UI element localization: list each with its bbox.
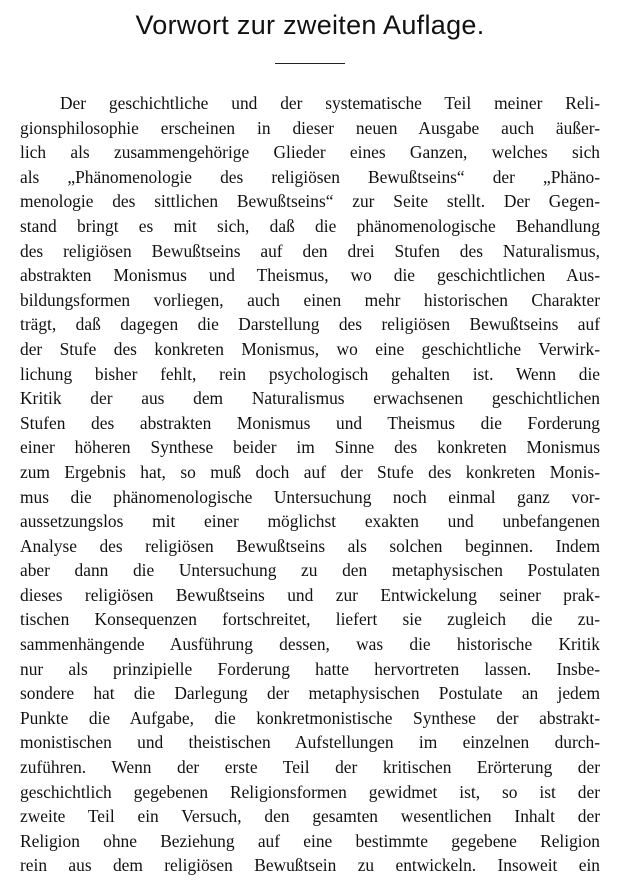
text-line: zweite Teil ein Versuch, den gesamten wesentlichen Inhalt der xyxy=(20,806,600,827)
text-line: nur als prinzipielle Forderung hatte hervortreten lassen. Insbe- xyxy=(20,658,600,679)
text-line: Analyse des religiösen Bewußtseins als solchen beginnen. Indem xyxy=(20,535,600,556)
text-line: aber dann die Untersuchung zu den metaphysischen Postulaten xyxy=(20,560,600,581)
text-line: zum Ergebnis hat, so muß doch auf der Stufe des konkreten Monis- xyxy=(20,461,600,482)
text-line: dieses religiösen Bewußtseins und zur Entwickelung seiner prak- xyxy=(20,584,600,605)
text-line: zuführen. Wenn der erste Teil der kritischen Erörterung der xyxy=(20,757,600,778)
text-line: monistischen und theistischen Aufstellungen im einzelnen durch- xyxy=(20,732,600,753)
text-line: tischen Konsequenzen fortschreitet, liefert sie zugleich die zu- xyxy=(20,609,600,630)
text-line: stand bringt es mit sich, daß die phänomenologische Behandlung xyxy=(20,215,600,236)
text-line: bildungsformen vorliegen, auch einen mehr historischen Charakter xyxy=(20,289,600,310)
text-line: aussetzungslos mit einer möglichst exakten und unbefangenen xyxy=(20,511,600,532)
text-line: Religion ohne Beziehung auf eine bestimmte gegebene Religion xyxy=(20,830,600,851)
title-divider xyxy=(275,63,345,64)
text-line: Kritik der aus dem Naturalismus erwachsenen geschichtlichen xyxy=(20,388,600,409)
text-line: gionsphilosophie erscheinen in dieser neuen Ausgabe auch äußer- xyxy=(20,117,600,138)
text-line: sammenhängende Ausführung dessen, was die historische Kritik xyxy=(20,634,600,655)
text-line: menologie des sittlichen Bewußtseins“ zur Seite stellt. Der Gegen- xyxy=(20,191,600,212)
page-title: Vorwort zur zweiten Auflage. xyxy=(135,10,485,40)
text-line: Der geschichtliche und der systematische Teil meiner Reli- xyxy=(60,93,600,113)
text-line: einer höheren Synthese beider im Sinne des konkreten Monismus xyxy=(20,437,600,458)
text-line: sondere hat die Darlegung der metaphysischen Postulate an jedem xyxy=(20,683,600,704)
text-line: lichung bisher fehlt, rein psychologisch gehalten ist. Wenn die xyxy=(20,363,600,384)
text-line: lich als zusammengehörige Glieder eines Ganzen, welches sich xyxy=(20,142,600,163)
text-line: Punkte die Aufgabe, die konkretmonistische Synthese der abstrakt- xyxy=(20,707,600,728)
text-line: rein aus dem religiösen Bewußtsein zu entwickeln. Insoweit ein xyxy=(20,855,600,876)
text-line: Stufen des abstrakten Monismus und Theismus die Forderung xyxy=(20,412,600,433)
text-line: des religiösen Bewußtseins auf den drei Stufen des Naturalismus, xyxy=(20,240,600,261)
text-line: der Stufe des konkreten Monismus, wo eine geschichtliche Verwirk- xyxy=(20,338,600,359)
text-line: mus die phänomenologische Untersuchung noch einmal ganz vor- xyxy=(20,486,600,507)
text-line: als „Phänomenologie des religiösen Bewußtseins“ der „Phäno- xyxy=(20,166,600,187)
text-line: abstrakten Monismus und Theismus, wo die geschichtlichen Aus- xyxy=(20,265,600,286)
text-line: trägt, daß dagegen die Darstellung des religiösen Bewußtseins auf xyxy=(20,314,600,335)
text-line: geschichtlich gegebenen Religionsformen gewidmet ist, so ist der xyxy=(20,781,600,802)
body-text xyxy=(20,91,600,878)
